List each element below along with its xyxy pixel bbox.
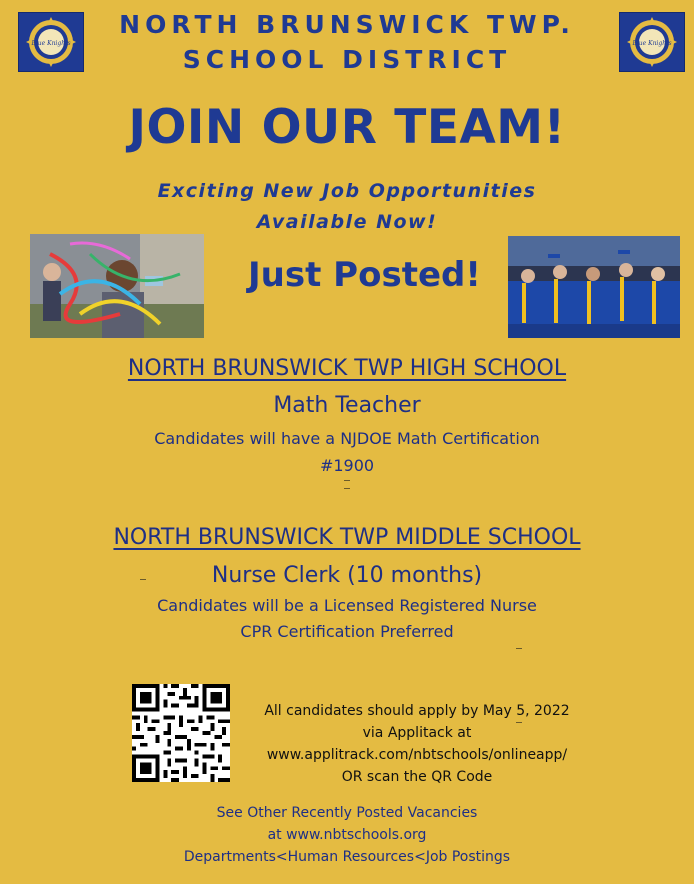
middle-school-heading: NORTH BRUNSWICK TWP MIDDLE SCHOOL: [113, 525, 581, 550]
students-photo-left: [30, 234, 204, 338]
page-headline: JOIN OUR TEAM!: [128, 100, 566, 155]
tagline-line2: Available Now!: [256, 211, 438, 233]
apply-instructions: [250, 700, 584, 788]
vacancies-path: Departments<Human Resources<Job Postings: [183, 849, 511, 865]
qr-code[interactable]: [132, 684, 230, 782]
math-teacher-requirement-1: Candidates will have a NJDOE Math Certification: [154, 429, 540, 448]
nurse-clerk-position: Nurse Clerk (10 months): [211, 563, 483, 588]
divider-mark: [344, 480, 350, 481]
district-name-line1: NORTH BRUNSWICK TWP.: [119, 10, 575, 39]
apply-url[interactable]: www.applitrack.com/nbtschools/onlineapp/: [266, 747, 568, 763]
nurse-requirement-2: CPR Certification Preferred: [240, 622, 454, 641]
apply-qr-note: OR scan the QR Code: [341, 769, 493, 785]
graduation-photo-right: [508, 236, 680, 338]
district-name-line2: SCHOOL DISTRICT: [182, 45, 512, 74]
just-posted-heading: Just Posted!: [248, 255, 481, 295]
divider-mark: [344, 488, 350, 489]
tagline-line1: Exciting New Job Opportunities: [157, 180, 537, 202]
nurse-requirement-1: Candidates will be a Licensed Registered Nurse: [157, 596, 537, 615]
other-vacancies: [0, 802, 694, 868]
math-teacher-position: Math Teacher: [273, 393, 421, 418]
apply-deadline: All candidates should apply by May 5, 2022: [264, 703, 570, 719]
math-teacher-requirement-2: #1900: [319, 456, 375, 475]
svg-text:Blue Knights: Blue Knights: [31, 40, 71, 47]
high-school-heading: NORTH BRUNSWICK TWP HIGH SCHOOL: [127, 356, 567, 381]
apply-via: via Applitack at: [362, 725, 472, 741]
vacancies-line1: See Other Recently Posted Vacancies: [216, 805, 478, 821]
svg-text:Blue Knights: Blue Knights: [632, 40, 672, 47]
vacancies-website[interactable]: at www.nbtschools.org: [267, 827, 427, 843]
divider-mark: [516, 722, 522, 723]
divider-mark: [516, 648, 522, 649]
